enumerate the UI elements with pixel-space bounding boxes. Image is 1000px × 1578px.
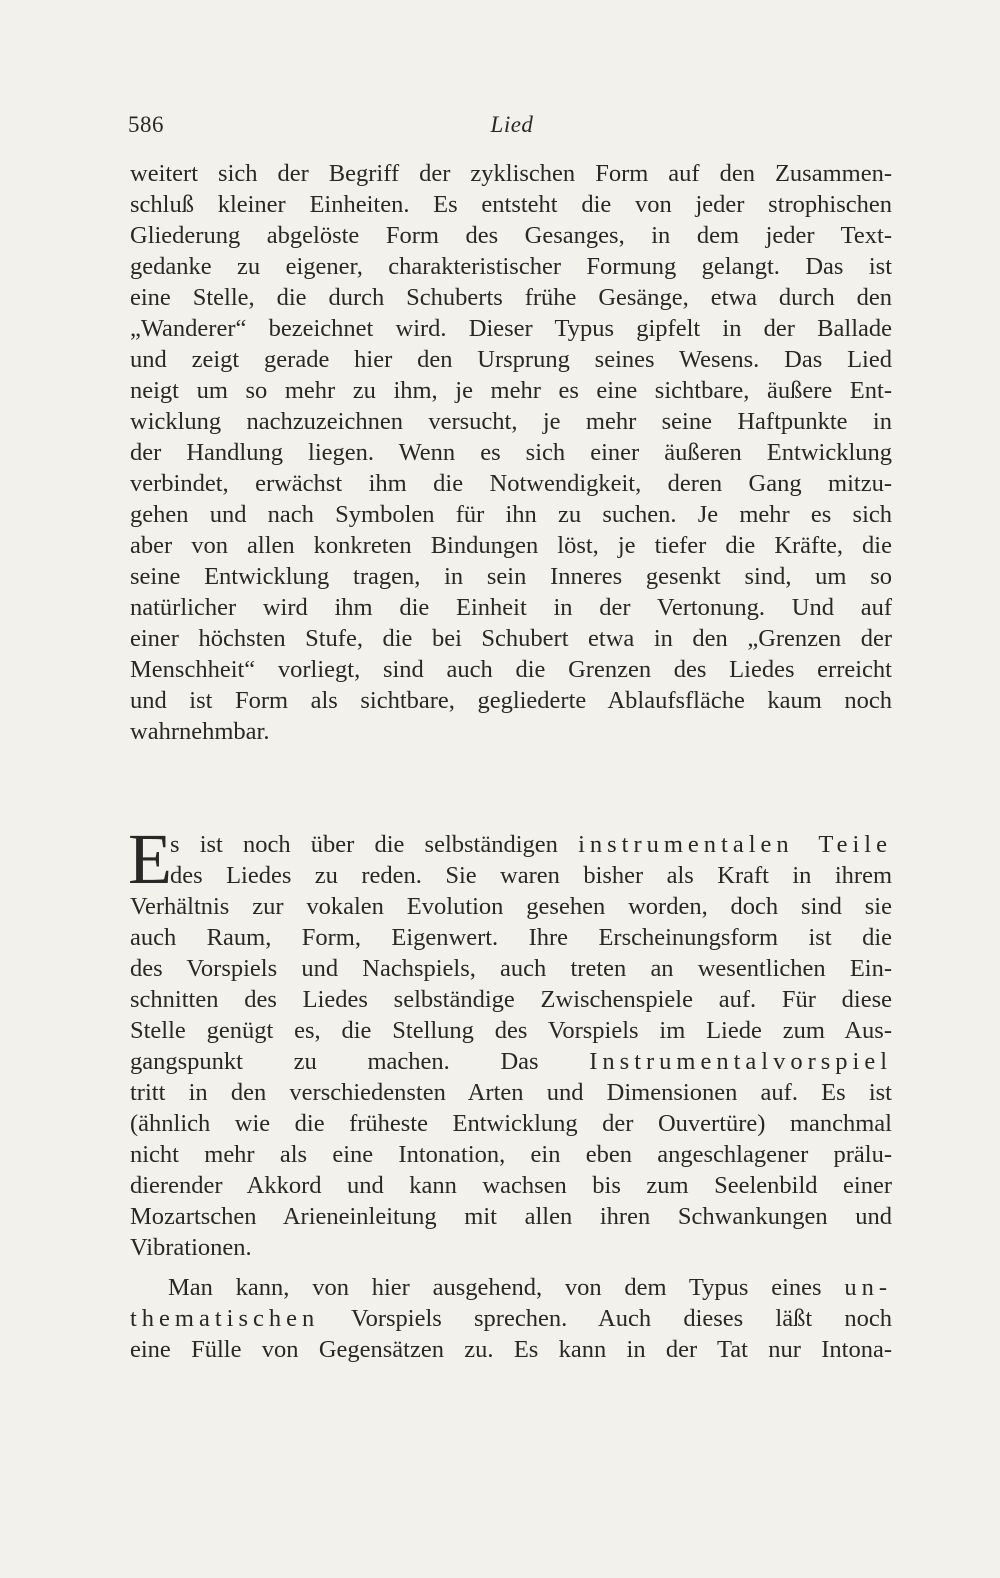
text-line: verbindet, erwächst ihm die Notwendigkeit, deren Gang mitzu- bbox=[130, 470, 892, 497]
text-run: Man kann, von hier ausgehend, von dem Typus eines bbox=[168, 1274, 822, 1301]
text-line bbox=[168, 1272, 892, 1303]
text-line: einer höchsten Stufe, die bei Schubert etwa in den „Grenzen der bbox=[130, 625, 892, 652]
text-line: tritt in den verschiedensten Arten und Dimensionen auf. Es ist bbox=[130, 1079, 892, 1106]
drop-cap: E bbox=[128, 829, 172, 891]
text-run: gangspunkt zu machen. Das bbox=[130, 1048, 539, 1075]
text-line: Stelle genügt es, die Stellung des Vorspiels im Liede zum Aus- bbox=[130, 1017, 892, 1044]
spaced-emphasis: un- bbox=[844, 1274, 893, 1301]
text-line: und zeigt gerade hier den Ursprung seines Wesens. Das Lied bbox=[130, 346, 892, 373]
text-line: seine Entwicklung tragen, in sein Inneres gesenkt sind, um so bbox=[130, 563, 892, 590]
text-line: und ist Form als sichtbare, gegliederte Ablaufsfläche kaum noch bbox=[130, 687, 892, 714]
text-line bbox=[130, 1046, 892, 1077]
text-run: Vorspiels sprechen. Auch dieses läßt noch bbox=[351, 1305, 892, 1332]
page-header bbox=[128, 106, 896, 146]
text-line: des Liedes zu reden. Sie waren bisher als Kraft in ihrem bbox=[170, 862, 892, 889]
text-line: gedanke zu eigener, charakteristischer Formung gelangt. Das ist bbox=[130, 253, 892, 280]
text-line: aber von allen konkreten Bindungen löst, je tiefer die Kräfte, die bbox=[130, 532, 892, 559]
text-line: „Wanderer“ bezeichnet wird. Dieser Typus gipfelt in der Ballade bbox=[130, 315, 892, 342]
spaced-emphasis: thematischen bbox=[130, 1305, 320, 1332]
text-line: Menschheit“ vorliegt, sind auch die Grenzen des Liedes erreicht bbox=[130, 656, 892, 683]
spaced-emphasis: Instrumentalvorspiel bbox=[589, 1048, 893, 1075]
text-line: der Handlung liegen. Wenn es sich einer äußeren Entwicklung bbox=[130, 439, 892, 466]
text-line: Vibrationen. bbox=[130, 1234, 252, 1261]
text-line: schnitten des Liedes selbständige Zwischenspiele auf. Für diese bbox=[130, 986, 892, 1013]
text-line: Mozartschen Arieneinleitung mit allen ihren Schwankungen und bbox=[130, 1203, 892, 1230]
text-line: eine Fülle von Gegensätzen zu. Es kann in der Tat nur Intona- bbox=[130, 1336, 892, 1363]
text-line bbox=[130, 1303, 892, 1334]
text-line bbox=[170, 829, 892, 860]
text-line: schluß kleiner Einheiten. Es entsteht die von jeder strophischen bbox=[130, 191, 892, 218]
text-line: natürlicher wird ihm die Einheit in der Vertonung. Und auf bbox=[130, 594, 892, 621]
text-line: gehen und nach Symbolen für ihn zu suchen. Je mehr es sich bbox=[130, 501, 892, 528]
text-line: (ähnlich wie die früheste Entwicklung der Ouvertüre) manchmal bbox=[130, 1110, 892, 1137]
text-line: neigt um so mehr zu ihm, je mehr es eine sichtbare, äußere Ent- bbox=[130, 377, 892, 404]
text-line: weitert sich der Begriff der zyklischen Form auf den Zusammen- bbox=[130, 160, 892, 187]
text-run: s ist noch über die selbständigen bbox=[170, 831, 558, 858]
text-line: nicht mehr als eine Intonation, ein eben angeschlagener prälu- bbox=[130, 1141, 892, 1168]
spaced-emphasis: instrumentalen Teile bbox=[578, 831, 892, 858]
running-title: Lied bbox=[490, 112, 534, 137]
text-line: eine Stelle, die durch Schuberts frühe Gesänge, etwa durch den bbox=[130, 284, 892, 311]
text-line: des Vorspiels und Nachspiels, auch treten an wesentlichen Ein- bbox=[130, 955, 892, 982]
text-line: Verhältnis zur vokalen Evolution gesehen worden, doch sind sie bbox=[130, 893, 892, 920]
page-number: 586 bbox=[128, 112, 164, 137]
text-line: wahrnehmbar. bbox=[130, 718, 270, 745]
text-line: dierender Akkord und kann wachsen bis zum Seelenbild einer bbox=[130, 1172, 892, 1199]
text-line: auch Raum, Form, Eigenwert. Ihre Erscheinungsform ist die bbox=[130, 924, 892, 951]
text-line: Gliederung abgelöste Form des Gesanges, in dem jeder Text- bbox=[130, 222, 892, 249]
text-line: wicklung nachzuzeichnen versucht, je mehr seine Haftpunkte in bbox=[130, 408, 892, 435]
